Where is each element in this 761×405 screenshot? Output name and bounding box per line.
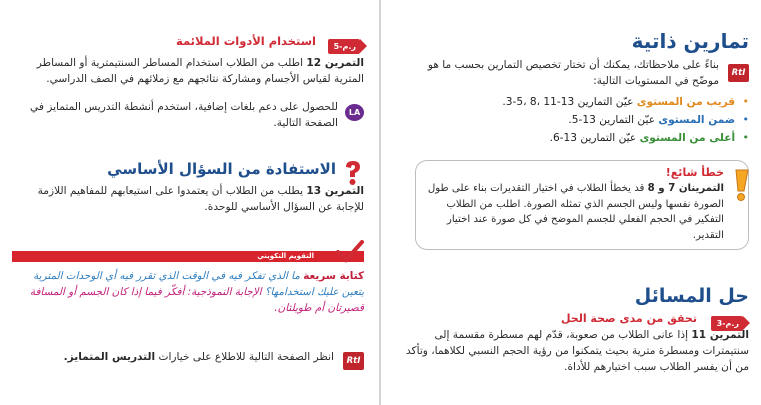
level-on [399, 111, 749, 129]
tools-tag-wrap [328, 34, 360, 54]
practice-tag: ر.م-3 [711, 316, 743, 331]
tools-exercise: التمرين 12 [306, 57, 364, 69]
bullet-icon: • [742, 113, 749, 126]
intro-text: بناءً على ملاحظاتك، يمكنك أن تختار تخصيص التمارين بحسب ما هو موضّح في المستويات التالية: [427, 59, 719, 87]
formative-band-label: التقويم التكويني [257, 252, 314, 260]
bullet-icon: • [742, 131, 749, 144]
common-error-box [415, 160, 749, 250]
level-approaching [399, 93, 749, 111]
la-icon-wrap [342, 100, 364, 121]
tools-title: استخدام الأدوات الملائمة [175, 34, 316, 48]
formative-prompt: ما الذي تفكر فيه في الوقت الذي تقرر فيه أي الوحدات المترية يتعين عليك استخدامها؟ [33, 270, 364, 298]
rti-icon-wrap [723, 60, 749, 82]
rti-strong: التدريس المتمايز. [63, 351, 156, 363]
level-text: عيّن التمارين 13-5. [568, 114, 656, 126]
common-error-title: خطأ شائع! [665, 166, 724, 179]
level-label: قريب من المستوى [636, 96, 736, 108]
self-practice-title: تمارين ذاتية [631, 29, 749, 53]
level-beyond [399, 129, 749, 147]
rti-icon: RtI [343, 352, 364, 370]
essential-question-title: الاستفادة من السؤال الأساسي [107, 160, 336, 178]
checkmark-icon [336, 240, 364, 264]
level-label: ضمن المستوى [658, 114, 736, 126]
problem-solving-body: إذا عانى الطلاب من صعوبة، قدّم لهم مسطرة مقسمة إلى سنتيمترات ومسطرة مترية بحيث يتمكنوا من رؤية الحجم النسبي لكلاهما، وتأكد من أن يفسر الطلاب سبب اختيارهم للأداة. [405, 329, 749, 373]
level-label: أعلى من المستوى [639, 132, 736, 144]
level-text: عيّن التمارين 13-6. [549, 132, 637, 144]
tools-body: اطلب من الطلاب استخدام المساطر السنتيمترية أو المساطر المترية لقياس الأجسام ومشاركة نتائجهم مع زملائهم في الصف الدراسي. [36, 57, 364, 85]
problem-solving-title: حل المسائل [634, 285, 749, 307]
common-error-body: قد يخطأ الطلاب في اختيار التقديرات بناء على طول الصورة نفسها وليس الجسم الذي تمثله الصورة. اطلب من الطلاب التفكير في الحجم الفعلي للجسم الموضح في كل صورة عند اختيار التقدير. [427, 183, 724, 241]
essential-body: يطلب من الطلاب أن يعتمدوا على استيعابهم للمفاهيم اللازمة للإجابة عن السؤال الأساسي للوحدة. [37, 185, 364, 213]
practice-tag: ر.م-5 [328, 39, 360, 54]
rti-icon: RtI [728, 64, 749, 82]
formative-answer: الإجابة النموذجية: أفكّر فيما إذا كان الجسم أو المسافة قصيرتان أم طويلتان. [29, 286, 364, 314]
essential-exercise: التمرين 13 [306, 185, 364, 197]
formative-band [12, 251, 364, 262]
formative-text [12, 268, 364, 316]
formative-lead: كتابة سريعة [303, 270, 364, 282]
problem-solving-exercise: التمرين 11 [691, 329, 749, 341]
level-text: عيّن التمارين 13-11 ،8 ،5-3. [502, 96, 634, 108]
page-divider [379, 0, 381, 405]
bullet-icon: • [742, 95, 749, 108]
common-error-text [424, 181, 724, 243]
problem-solving-text [399, 327, 749, 375]
levels-list [399, 93, 749, 147]
common-error-exercise: التمرينان 7 و 8 [647, 183, 724, 194]
rti-text [14, 349, 334, 365]
rti-icon-wrap [338, 348, 364, 370]
language-icon: LA [345, 104, 364, 121]
rti-body: انظر الصفحة التالية للاطلاع على خيارات [158, 351, 334, 363]
problem-solving-subtitle: تحقق من مدى صحة الحل [560, 312, 697, 325]
essential-question-text [12, 183, 364, 215]
tools-text [12, 55, 364, 87]
la-text: للحصول على دعم بلغات إضافية، استخدم أنشطة التدريس المتمايز في الصفحة التالية. [30, 101, 338, 129]
exclamation-icon [730, 169, 752, 201]
